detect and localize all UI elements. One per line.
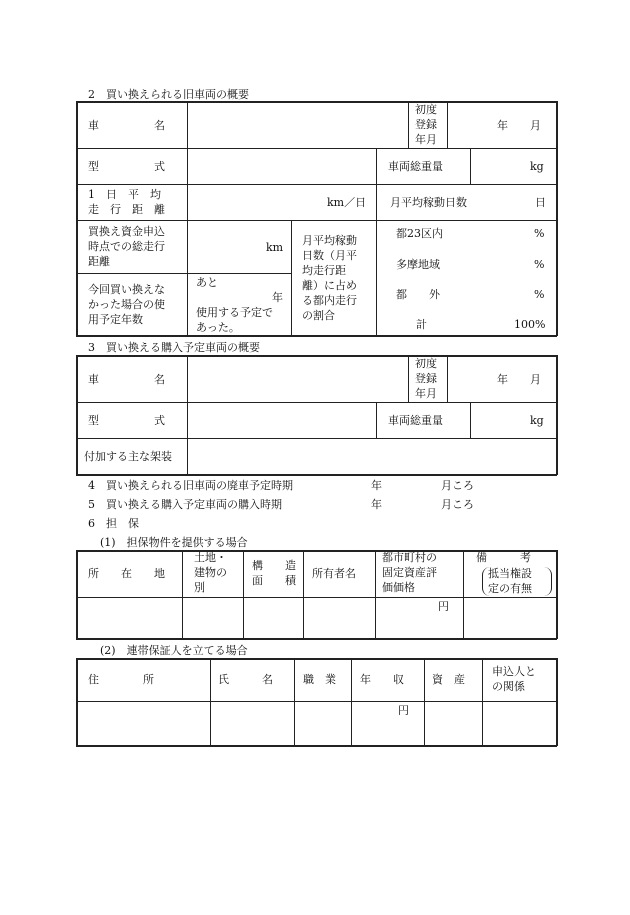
s3-first-reg-label-1: 初度 [415,357,437,370]
g-relation-header-2: の関係 [492,680,525,693]
s5-year[interactable]: 年 [371,498,382,511]
s2-total-label-1: 買換え資金申込 [88,225,165,238]
section-5-title: 5 買い換える購入予定車両の購入時期 [88,498,282,511]
s2-region-total-unit: 100% [514,318,546,331]
s2-total-unit[interactable]: km [266,241,284,254]
s2-first-reg-label-1: 初度 [415,103,437,116]
section-4-title: 4 買い換えられる旧車両の廃車予定時期 [88,479,293,492]
s2-daily-unit[interactable]: km／日 [327,196,367,209]
s2-monthly-days-label: 月平均稼動日数 [390,196,467,209]
s2-total-label-3: 距離 [88,255,110,268]
s2-remaining-ato: あと [196,276,218,289]
s2-car-label: 車 名 [88,119,165,132]
col-location-header: 所 在 地 [88,567,165,580]
s2-years-label-2: かった場合の使 [88,298,165,311]
col-type-header-2: 建物の [194,566,227,579]
g-income-header: 年 収 [360,673,404,686]
s2-first-reg-label-3: 年月 [415,133,437,146]
s3-equipment-value[interactable] [188,439,555,473]
collateral-value-yen[interactable]: 円 [438,600,449,613]
col-owner-header: 所有者名 [312,567,356,580]
s3-car-label: 車 名 [88,373,165,386]
s4-month[interactable]: 月ころ [441,479,474,492]
s2-weight-label: 車両総重量 [388,160,443,173]
col-structure-header-1: 構 造 [252,559,296,572]
s2-remaining-year[interactable]: 年 [272,291,283,304]
s2-ratio-label-5: る都内走行 [302,294,357,307]
s2-region-total: 計 [416,318,427,331]
col-structure-header-2: 面 積 [252,574,296,587]
s2-region-outside-unit[interactable]: % [534,288,545,301]
s3-model-label: 型 式 [88,414,165,427]
s2-ratio-label-3: 均走行距 [302,264,346,277]
s4-year[interactable]: 年 [371,479,382,492]
s2-region-23ku-unit[interactable]: % [534,227,545,240]
s2-ratio-label-2: 日数（月平 [302,249,357,262]
s2-weight-unit[interactable]: kg [530,160,544,173]
section-6-title: 6 担 保 [88,517,139,530]
s2-years-label-3: 用予定年数 [88,313,143,326]
s5-month[interactable]: 月ころ [441,498,474,511]
col-remarks-sub-2: 定の有無 [488,582,532,595]
s2-daily-label-2: 走 行 距 離 [88,203,165,216]
s2-remaining-text-1: 使用する予定で [196,306,273,319]
g-address-header: 住 所 [88,673,154,686]
s2-model-label: 型 式 [88,160,165,173]
s2-region-tama: 多摩地域 [396,258,440,271]
col-value-header-1: 都市町村の [382,551,437,564]
col-type-header-1: 土地・ [194,551,227,564]
s2-total-label-2: 時点での総走行 [88,240,165,253]
s2-ratio-label-6: の割合 [302,309,335,322]
s2-car-value[interactable] [188,102,407,147]
s2-daily-label-1: 1 日 平 均 [88,188,161,201]
s2-ratio-label-4: 離）に占め [302,279,357,292]
s6-sub1-title: (1) 担保物件を提供する場合 [100,536,248,549]
s2-first-reg-value[interactable]: 年 月 [497,119,541,132]
g-name-header: 氏 名 [218,673,273,686]
s3-weight-label: 車両総重量 [388,414,443,427]
g-assets-header: 資 産 [432,673,465,686]
s2-region-23ku: 都23区内 [396,227,443,240]
s2-day-unit[interactable]: 日 [535,196,546,209]
col-remarks-sub-1: 抵当権設 [488,567,532,580]
s2-region-tama-unit[interactable]: % [534,258,545,271]
section-2-title: 2 買い換えられる旧車両の概要 [88,88,249,101]
s3-first-reg-label-3: 年月 [415,387,437,400]
s2-remaining-text-2: あった。 [196,321,240,334]
s3-equipment-label: 付加する主な架装 [84,450,172,463]
col-value-header-3: 価価格 [382,581,415,594]
section-3-title: 3 買い換える購入予定車両の概要 [88,341,260,354]
col-remarks-header: 備 考 [476,551,531,564]
s2-ratio-label-1: 月平均稼動 [302,234,357,247]
s3-first-reg-label-2: 登録 [415,372,437,385]
s3-first-reg-value[interactable]: 年 月 [497,373,541,386]
g-occupation-header: 職 業 [303,673,336,686]
col-type-header-3: 別 [194,581,205,594]
s6-sub2-title: (2) 連帯保証人を立てる場合 [100,644,248,657]
g-relation-header-1: 申込人と [492,665,536,678]
col-value-header-2: 固定資産評 [382,566,437,579]
s2-years-label-1: 今回買い換えな [88,283,165,296]
s2-first-reg-label-2: 登録 [415,118,437,131]
g-income-yen[interactable]: 円 [398,704,409,717]
s3-weight-unit[interactable]: kg [530,414,544,427]
s2-region-outside: 都 外 [396,288,440,301]
